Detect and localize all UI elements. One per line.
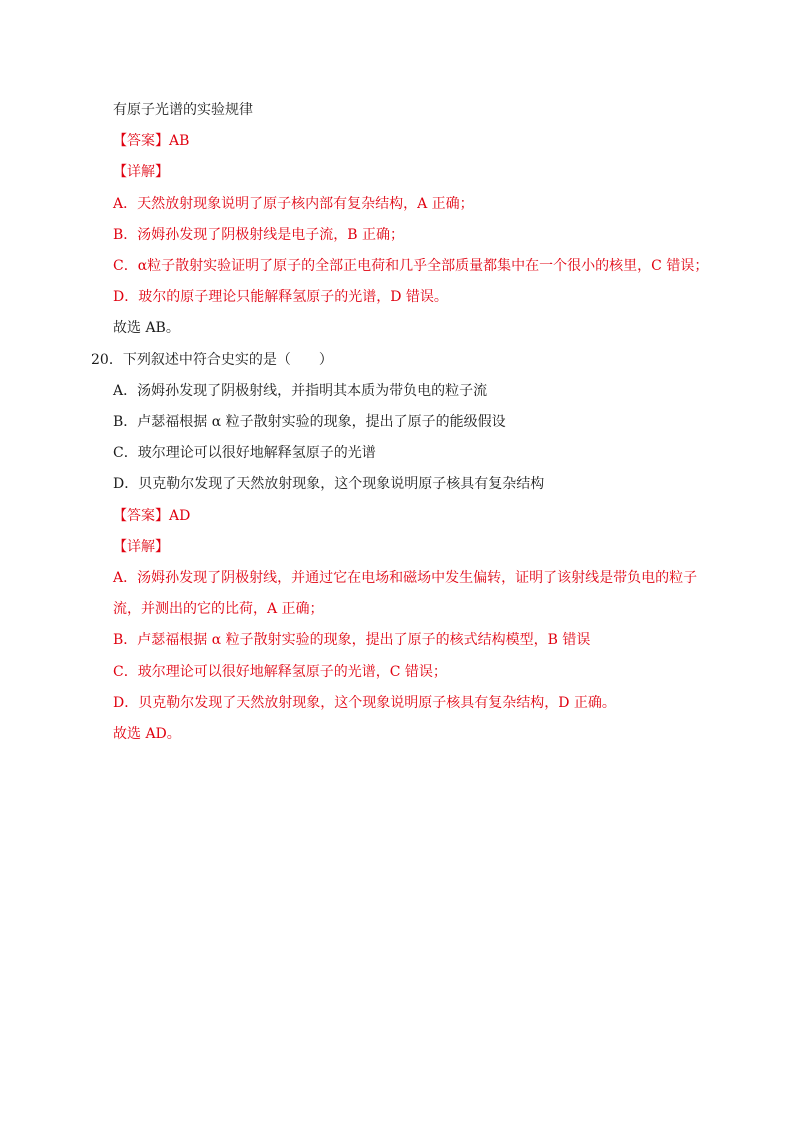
conclusion-text: 故选 AB。 [113, 320, 180, 336]
explain-heading: 【详解】 [113, 164, 169, 180]
answer-label: 【答案】AB [113, 133, 190, 149]
explain-line: B．汤姆孙发现了阴极射线是电子流，B 正确； [113, 227, 405, 243]
explain-line: C．α粒子散射实验证明了原子的全部正电荷和几乎全部质量都集中在一个很小的核里，C 错误； [113, 258, 709, 274]
option-d: D．贝克勒尔发现了天然放射现象，这个现象说明原子核具有复杂结构 [113, 476, 545, 492]
answer-label: 【答案】AD [113, 508, 191, 524]
conclusion-text: 故选 AD。 [113, 726, 181, 742]
explain-line: D．玻尔的原子理论只能解释氢原子的光谱，D 错误。 [113, 289, 448, 305]
continuation-text: 有原子光谱的实验规律 [113, 102, 253, 118]
option-a: A．汤姆孙发现了阴极射线，并指明其本质为带负电的粒子流 [113, 383, 488, 399]
explain-line: A．天然放射现象说明了原子核内部有复杂结构，A 正确； [113, 196, 474, 212]
explain-heading: 【详解】 [113, 539, 169, 555]
explain-line: C．玻尔理论可以很好地解释氢原子的光谱，C 错误； [113, 664, 447, 680]
explain-line: 流，并测出的它的比荷，A 正确； [113, 601, 324, 617]
option-c: C．玻尔理论可以很好地解释氢原子的光谱 [113, 445, 376, 461]
option-b: B．卢瑟福根据 α 粒子散射实验的现象，提出了原子的能级假设 [113, 414, 506, 430]
explain-line: A．汤姆孙发现了阴极射线，并通过它在电场和磁场中发生偏转，证明了该射线是带负电的粒子 [113, 570, 698, 586]
explain-line: B．卢瑟福根据 α 粒子散射实验的现象，提出了原子的核式结构模型，B 错误 [113, 632, 591, 648]
question-stem: 20．下列叙述中符合史实的是（ ） [91, 352, 333, 368]
explain-line: D．贝克勒尔发现了天然放射现象，这个现象说明原子核具有复杂结构，D 正确。 [113, 695, 616, 711]
